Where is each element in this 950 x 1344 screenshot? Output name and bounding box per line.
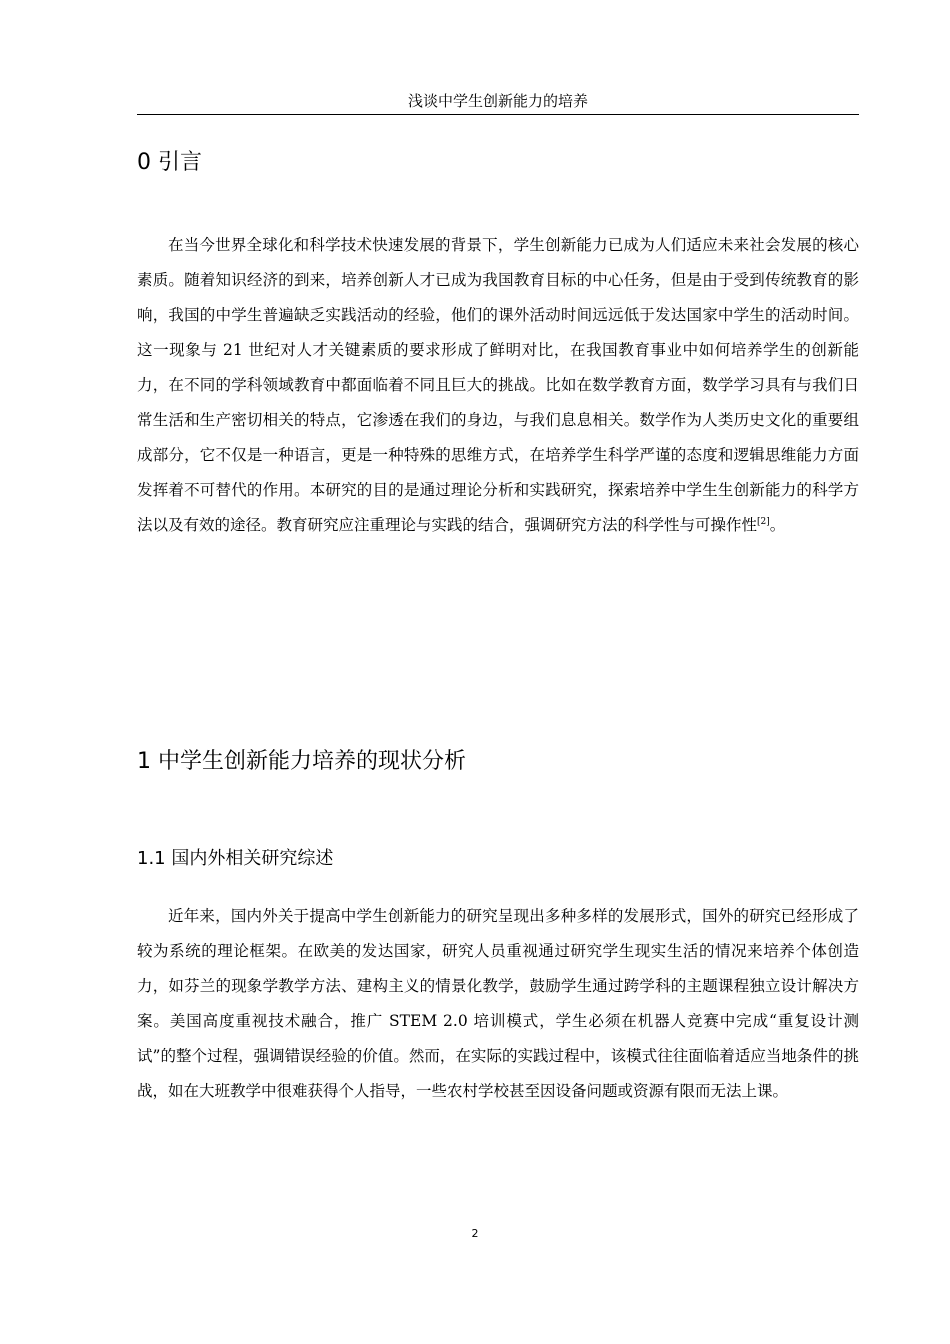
page-number: 2 [471, 1227, 479, 1240]
heading-section-1-1: 1.1 国内外相关研究综述 [137, 848, 334, 869]
header-rule [137, 114, 859, 115]
citation-reference: [2] [757, 517, 770, 527]
paragraph-introduction-text: 在当今世界全球化和科学技术快速发展的背景下，学生创新能力已成为人们适应未来社会发展的核心素质。随着知识经济的到来，培养创新人才已成为我国教育目标的中心任务，但是由于受到传统教育的影响，我国的中学生普遍缺乏实践活动的经验，他们的课外活动时间远远低于发达国家中学生的活动时间。这一现象与 21 世纪对人才关键素质的要求形成了鲜明对比，在我国教育事业中如何培养学生的创新能力，在不同的学科领域教育中都面临着不同且巨大的挑战。比如在数学教育方面，数学学习具有与我们日常生活和生产密切相关的特点，它渗透在我们的身边，与我们息息相关。数学作为人类历史文化的重要组成部分，它不仅是一种语言，更是一种特殊的思维方式，在培养学生科学严谨的态度和逻辑思维能力方面发挥着不可替代的作用。本研究的目的是通过理论分析和实践研究，探索培养中学生生创新能力的科学方法以及有效的途径。教育研究应注重理论与实践的结合，强调研究方法的科学性与可操作性 [137, 236, 859, 534]
paragraph-section-1-1: 近年来，国内外关于提高中学生创新能力的研究呈现出多种多样的发展形式，国外的研究已经形成了较为系统的理论框架。在欧美的发达国家，研究人员重视通过研究学生现实生活的情况来培养个体创造力，如芬兰的现象学教学方法、建构主义的情景化教学，鼓励学生通过跨学科的主题课程独立设计解决方案。美国高度重视技术融合，推广 STEM 2.0 培训模式，学生必须在机器人竞赛中完成“重复设计测试”的整个过程，强调错误经验的价值。然而，在实际的实践过程中，该模式往往面临着适应当地条件的挑战，如在大班教学中很难获得个人指导，一些农村学校甚至因设备问题或资源有限而无法上课。 [137, 907, 859, 1100]
running-header-title: 浅谈中学生创新能力的培养 [407, 92, 588, 110]
heading-chapter-1: 1 中学生创新能力培养的现状分析 [137, 749, 466, 774]
heading-introduction: 0 引言 [137, 150, 202, 175]
paragraph-introduction-end: 。 [769, 516, 786, 534]
paragraph-introduction [137, 228, 859, 543]
